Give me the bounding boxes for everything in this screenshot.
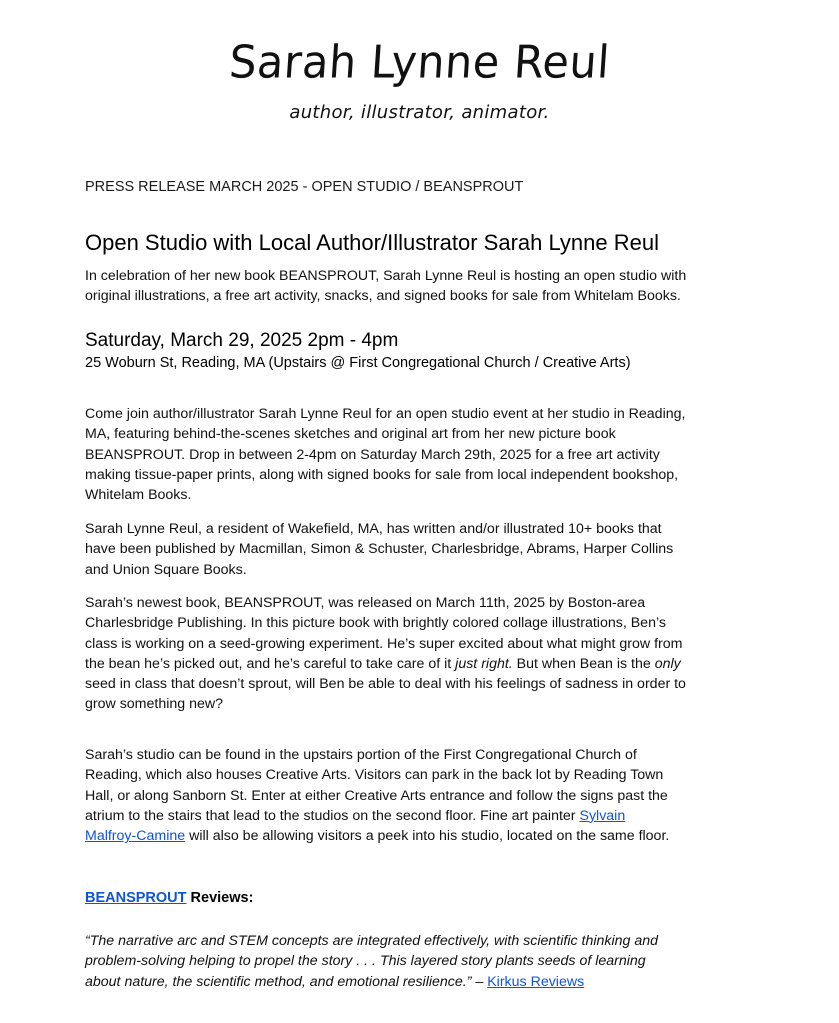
press-release-label: PRESS RELEASE MARCH 2025 - OPEN STUDIO / BEANSPROUT bbox=[85, 179, 524, 195]
paragraph-line: MA, featuring behind-the-scenes sketches and original art from her new picture book bbox=[85, 426, 616, 443]
page-title: Open Studio with Local Author/Illustrator Sarah Lynne Reul bbox=[85, 230, 659, 255]
paragraph-line: class is working on a seed-growing experiment. He’s super excited about what might grow from bbox=[85, 635, 683, 652]
event-address: 25 Woburn St, Reading, MA (Upstairs @ First Congregational Church / Creative Arts) bbox=[85, 355, 631, 371]
book-description-paragraph bbox=[85, 593, 750, 715]
logo-name: Sarah Lynne Reul bbox=[227, 36, 612, 90]
text-segment: will also be allowing visitors a peek into his studio, located on the same floor. bbox=[185, 828, 670, 845]
emphasis-text: just right. bbox=[455, 655, 513, 672]
text-segment: But when Bean is the bbox=[512, 655, 655, 672]
kirkus-reviews-link[interactable]: Kirkus Reviews bbox=[487, 973, 585, 990]
quote-line bbox=[85, 972, 750, 992]
author-bio-paragraph bbox=[85, 519, 750, 580]
intro-paragraph bbox=[85, 266, 750, 307]
paragraph-line: Charlesbridge Publishing. In this picture book with brightly colored collage illustrations, Ben’s bbox=[85, 615, 666, 632]
directions-paragraph bbox=[85, 745, 750, 846]
event-details-paragraph bbox=[85, 404, 750, 505]
paragraph-line: BEANSPROUT. Drop in between 2-4pm on Saturday March 29th, 2025 for a free art activity bbox=[85, 446, 660, 463]
quote-line: problem-solving helping to propel the story . . . This layered story plants seeds of learning bbox=[85, 953, 646, 970]
paragraph-line: and Union Square Books. bbox=[85, 561, 247, 578]
paragraph-line: grow something new? bbox=[85, 696, 224, 713]
paragraph-line: Hall, or along Sanborn St. Enter at either Creative Arts entrance and follow the signs past the bbox=[85, 787, 668, 804]
paragraph-line: Sarah’s studio can be found in the upstairs portion of the First Congregational Church of bbox=[85, 747, 637, 763]
emphasis-text: only bbox=[654, 655, 681, 672]
paragraph-line: Sarah Lynne Reul, a resident of Wakefield, MA, has written and/or illustrated 10+ books that bbox=[85, 521, 662, 537]
attribution-dash: – bbox=[471, 973, 488, 990]
paragraph-line: Come join author/illustrator Sarah Lynne Reul for an open studio event at her studio in Reading, bbox=[85, 406, 686, 422]
intro-line: original illustrations, a free art activity, snacks, and signed books for sale from Whitelam Books. bbox=[85, 288, 681, 305]
paragraph-line: Whitelam Books. bbox=[85, 487, 192, 504]
text-segment: the bean he’s picked out, and he’s careful to take care of it bbox=[85, 655, 456, 672]
logo-tagline: author, illustrator, animator. bbox=[289, 102, 550, 123]
paragraph-line bbox=[85, 806, 750, 826]
paragraph-line: seed in class that doesn’t sprout, will Ben be able to deal with his feelings of sadness in order to bbox=[85, 676, 686, 693]
paragraph-line: making tissue-paper prints, along with signed books for sale from local independent bookshop, bbox=[85, 466, 679, 483]
paragraph-line: Sarah’s newest book, BEANSPROUT, was released on March 11th, 2025 by Boston-area bbox=[85, 595, 646, 611]
quote-text: about nature, the scientific method, and emotional resilience.” bbox=[85, 973, 472, 990]
paragraph-line bbox=[85, 654, 750, 674]
paragraph-line: have been published by Macmillan, Simon & Schuster, Charlesbridge, Abrams, Harper Collins bbox=[85, 541, 674, 558]
paragraph-line: Reading, which also houses Creative Arts. Visitors can park in the back lot by Reading Town bbox=[85, 767, 664, 784]
beansprout-link[interactable]: BEANSPROUT bbox=[85, 890, 187, 906]
painter-link[interactable]: Sylvain bbox=[579, 807, 626, 824]
intro-line: In celebration of her new book BEANSPROUT, Sarah Lynne Reul is hosting an open studio with bbox=[85, 268, 687, 284]
review-quote bbox=[85, 931, 750, 992]
reviews-heading bbox=[85, 890, 253, 906]
paragraph-line bbox=[85, 826, 750, 846]
reviews-heading-text: Reviews: bbox=[186, 890, 254, 906]
quote-line: “The narrative arc and STEM concepts are integrated effectively, with scientific thinking and bbox=[85, 933, 659, 949]
event-date: Saturday, March 29, 2025 2pm - 4pm bbox=[85, 330, 399, 351]
text-segment: atrium to the stairs that lead to the studios on the second floor. Fine art painter bbox=[85, 807, 580, 824]
painter-link-continued[interactable]: Malfroy-Camine bbox=[85, 828, 186, 845]
